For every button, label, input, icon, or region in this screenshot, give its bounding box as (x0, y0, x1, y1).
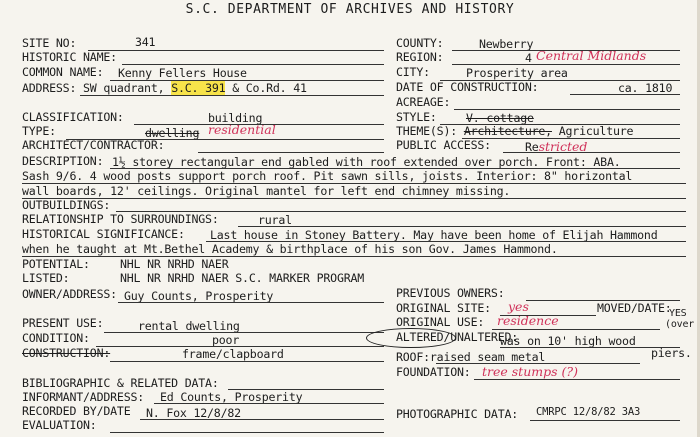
date-construction-line (570, 94, 680, 95)
themes-label-text: THEME(S): (396, 124, 458, 138)
original-use-label: ORIGINAL USE: (396, 315, 485, 329)
owner-line (118, 302, 384, 303)
card-header: S.C. DEPARTMENT OF ARCHIVES AND HISTORY (185, 2, 515, 17)
date-construction-value: ca. 1810 (618, 81, 673, 95)
altered-value: was on 10' high wood (500, 334, 636, 348)
region-value: 4 (525, 51, 532, 65)
address-label (22, 82, 307, 95)
photographic-line (530, 420, 680, 421)
acreage-line (454, 109, 680, 110)
acreage-label: ACREAGE: (396, 95, 451, 109)
informant-value: Ed Counts, Prosperity (160, 390, 303, 404)
photographic-value: CMRPC 12/8/82 3A3 (536, 406, 641, 418)
site-no-value: 341 (135, 35, 156, 49)
style-label: STYLE: (396, 110, 437, 124)
public-access-line (503, 152, 680, 153)
description-line-3: wall boards, 12' ceilings. Original mantel for left end chimney missing. (22, 184, 511, 198)
condition-value: poor (212, 333, 240, 347)
owner-label: OWNER/ADDRESS: (22, 287, 117, 301)
evaluation-line (110, 432, 384, 433)
evaluation-label: EVALUATION: (22, 418, 97, 432)
construction-label: CONSTRUCTION: (22, 346, 111, 360)
city-label: CITY: (396, 65, 430, 79)
unaltered-label: /UNALTERED: (443, 330, 519, 344)
themes-value: Agriculture (558, 124, 634, 138)
potential-label: POTENTIAL: (22, 257, 90, 271)
type-label: TYPE: (22, 124, 56, 138)
historical-significance-label: HISTORICAL SIGNIFICANCE: (22, 227, 185, 241)
public-access-handwritten: stricted (538, 139, 588, 154)
relationship-label: RELATIONSHIP TO SURROUNDINGS: (22, 212, 219, 226)
address-value-a: SW quadrant, (83, 81, 165, 95)
roof-label-text: ROOF: (396, 350, 430, 364)
description-rule-3 (22, 198, 686, 199)
listed-options: NHL NR NRHD NAER S.C. MARKER PROGRAM (120, 271, 365, 285)
description-line-1: 1½ storey rectangular end gabled with roof extended over porch. Front: ABA. (112, 155, 621, 169)
moved-date-label: MOVED/DATE: (597, 301, 672, 315)
foundation-handwritten: tree stumps (?) (482, 364, 578, 379)
original-site-label: ORIGINAL SITE: (396, 301, 491, 315)
present-use-label: PRESENT USE: (22, 316, 104, 330)
original-use-handwritten: residence (497, 313, 559, 328)
present-use-line (104, 332, 384, 333)
historic-name-label: HISTORIC NAME: (22, 50, 117, 64)
region-line (452, 64, 680, 65)
relationship-line (238, 226, 686, 227)
classification-value: building (208, 111, 263, 125)
address-value-highlighted: S.C. 391 (171, 81, 226, 95)
previous-owners-label: PREVIOUS OWNERS: (396, 286, 505, 300)
present-use-value: rental dwelling (138, 319, 240, 333)
condition-label: CONDITION: (22, 331, 90, 345)
moved-date-value-over: (over (665, 319, 695, 330)
altered-label-circled: ALTERED (396, 330, 444, 344)
recorded-line (140, 419, 384, 420)
informant-label: INFORMANT/ADDRESS: (22, 390, 145, 404)
informant-line (154, 403, 384, 404)
city-value: Prosperity area (466, 66, 568, 80)
classification-label: CLASSIFICATION: (22, 110, 124, 124)
region-value-handwritten: Central Midlands (536, 48, 647, 63)
type-value-handwritten: residential (208, 122, 276, 137)
outbuildings-label: OUTBUILDINGS: (22, 198, 111, 212)
architect-label: ARCHITECT/CONTRACTOR: (22, 138, 165, 152)
style-value: V. cottage (466, 111, 534, 125)
bibliographic-label: BIBLIOGRAPHIC & RELATED DATA: (22, 376, 219, 390)
potential-options: NHL NR NRHD NAER (120, 257, 229, 271)
themes-value-struck: Architecture, (463, 124, 552, 138)
type-value-struck: dwelling (145, 126, 200, 140)
altered-value-b: piers. (651, 346, 692, 360)
historical-significance-line-2: when he taught at Mt.Bethel Academy & birthplace of his son Gov. James Hammond. (22, 242, 558, 256)
owner-value: Guy Counts, Prosperity (124, 289, 274, 303)
common-name-value: Kenny Fellers House (118, 66, 247, 80)
foundation-line (474, 379, 680, 380)
county-label: COUNTY: (396, 36, 444, 50)
construction-value: frame/clapboard (182, 347, 284, 361)
architect-line (198, 152, 384, 153)
photographic-label: PHOTOGRAPHIC DATA: (396, 407, 519, 421)
construction-line (110, 361, 384, 362)
recorded-value: N. Fox 12/8/82 (146, 406, 241, 420)
date-construction-label: DATE OF CONSTRUCTION: (396, 80, 539, 94)
moved-date-value: YES (669, 308, 687, 319)
relationship-value: rural (258, 213, 292, 227)
public-access-typed: Re (525, 140, 539, 154)
roof-value: raised seam metal (429, 350, 546, 364)
description-label: DESCRIPTION: (22, 154, 104, 168)
altered-circle-mark (366, 328, 456, 348)
foundation-label: FOUNDATION: (396, 365, 471, 379)
historic-name-line (122, 64, 384, 65)
listed-label: LISTED: (22, 271, 70, 285)
site-no-label: SITE NO: (22, 36, 77, 50)
address-line (80, 95, 384, 96)
recorded-label: RECORDED BY/DATE (22, 404, 131, 418)
county-value: Newberry (479, 37, 534, 51)
address-label-text: ADDRESS: (22, 81, 77, 95)
common-name-label: COMMON NAME: (22, 65, 104, 79)
historical-significance-line-1: Last house in Stoney Battery. May have been home of Elijah Hammond (210, 228, 658, 242)
description-line-2: Sash 9/6. 4 wood posts support porch roof. Pit sawn sills, joists. Interior: 8" horizontal (22, 169, 633, 183)
address-value-b: & Co.Rd. 41 (232, 81, 307, 95)
site-no-line (88, 50, 384, 51)
original-site-handwritten: yes (508, 299, 529, 314)
themes-label (396, 125, 633, 138)
public-access-label: PUBLIC ACCESS: (396, 138, 491, 152)
region-label: REGION: (396, 50, 444, 64)
